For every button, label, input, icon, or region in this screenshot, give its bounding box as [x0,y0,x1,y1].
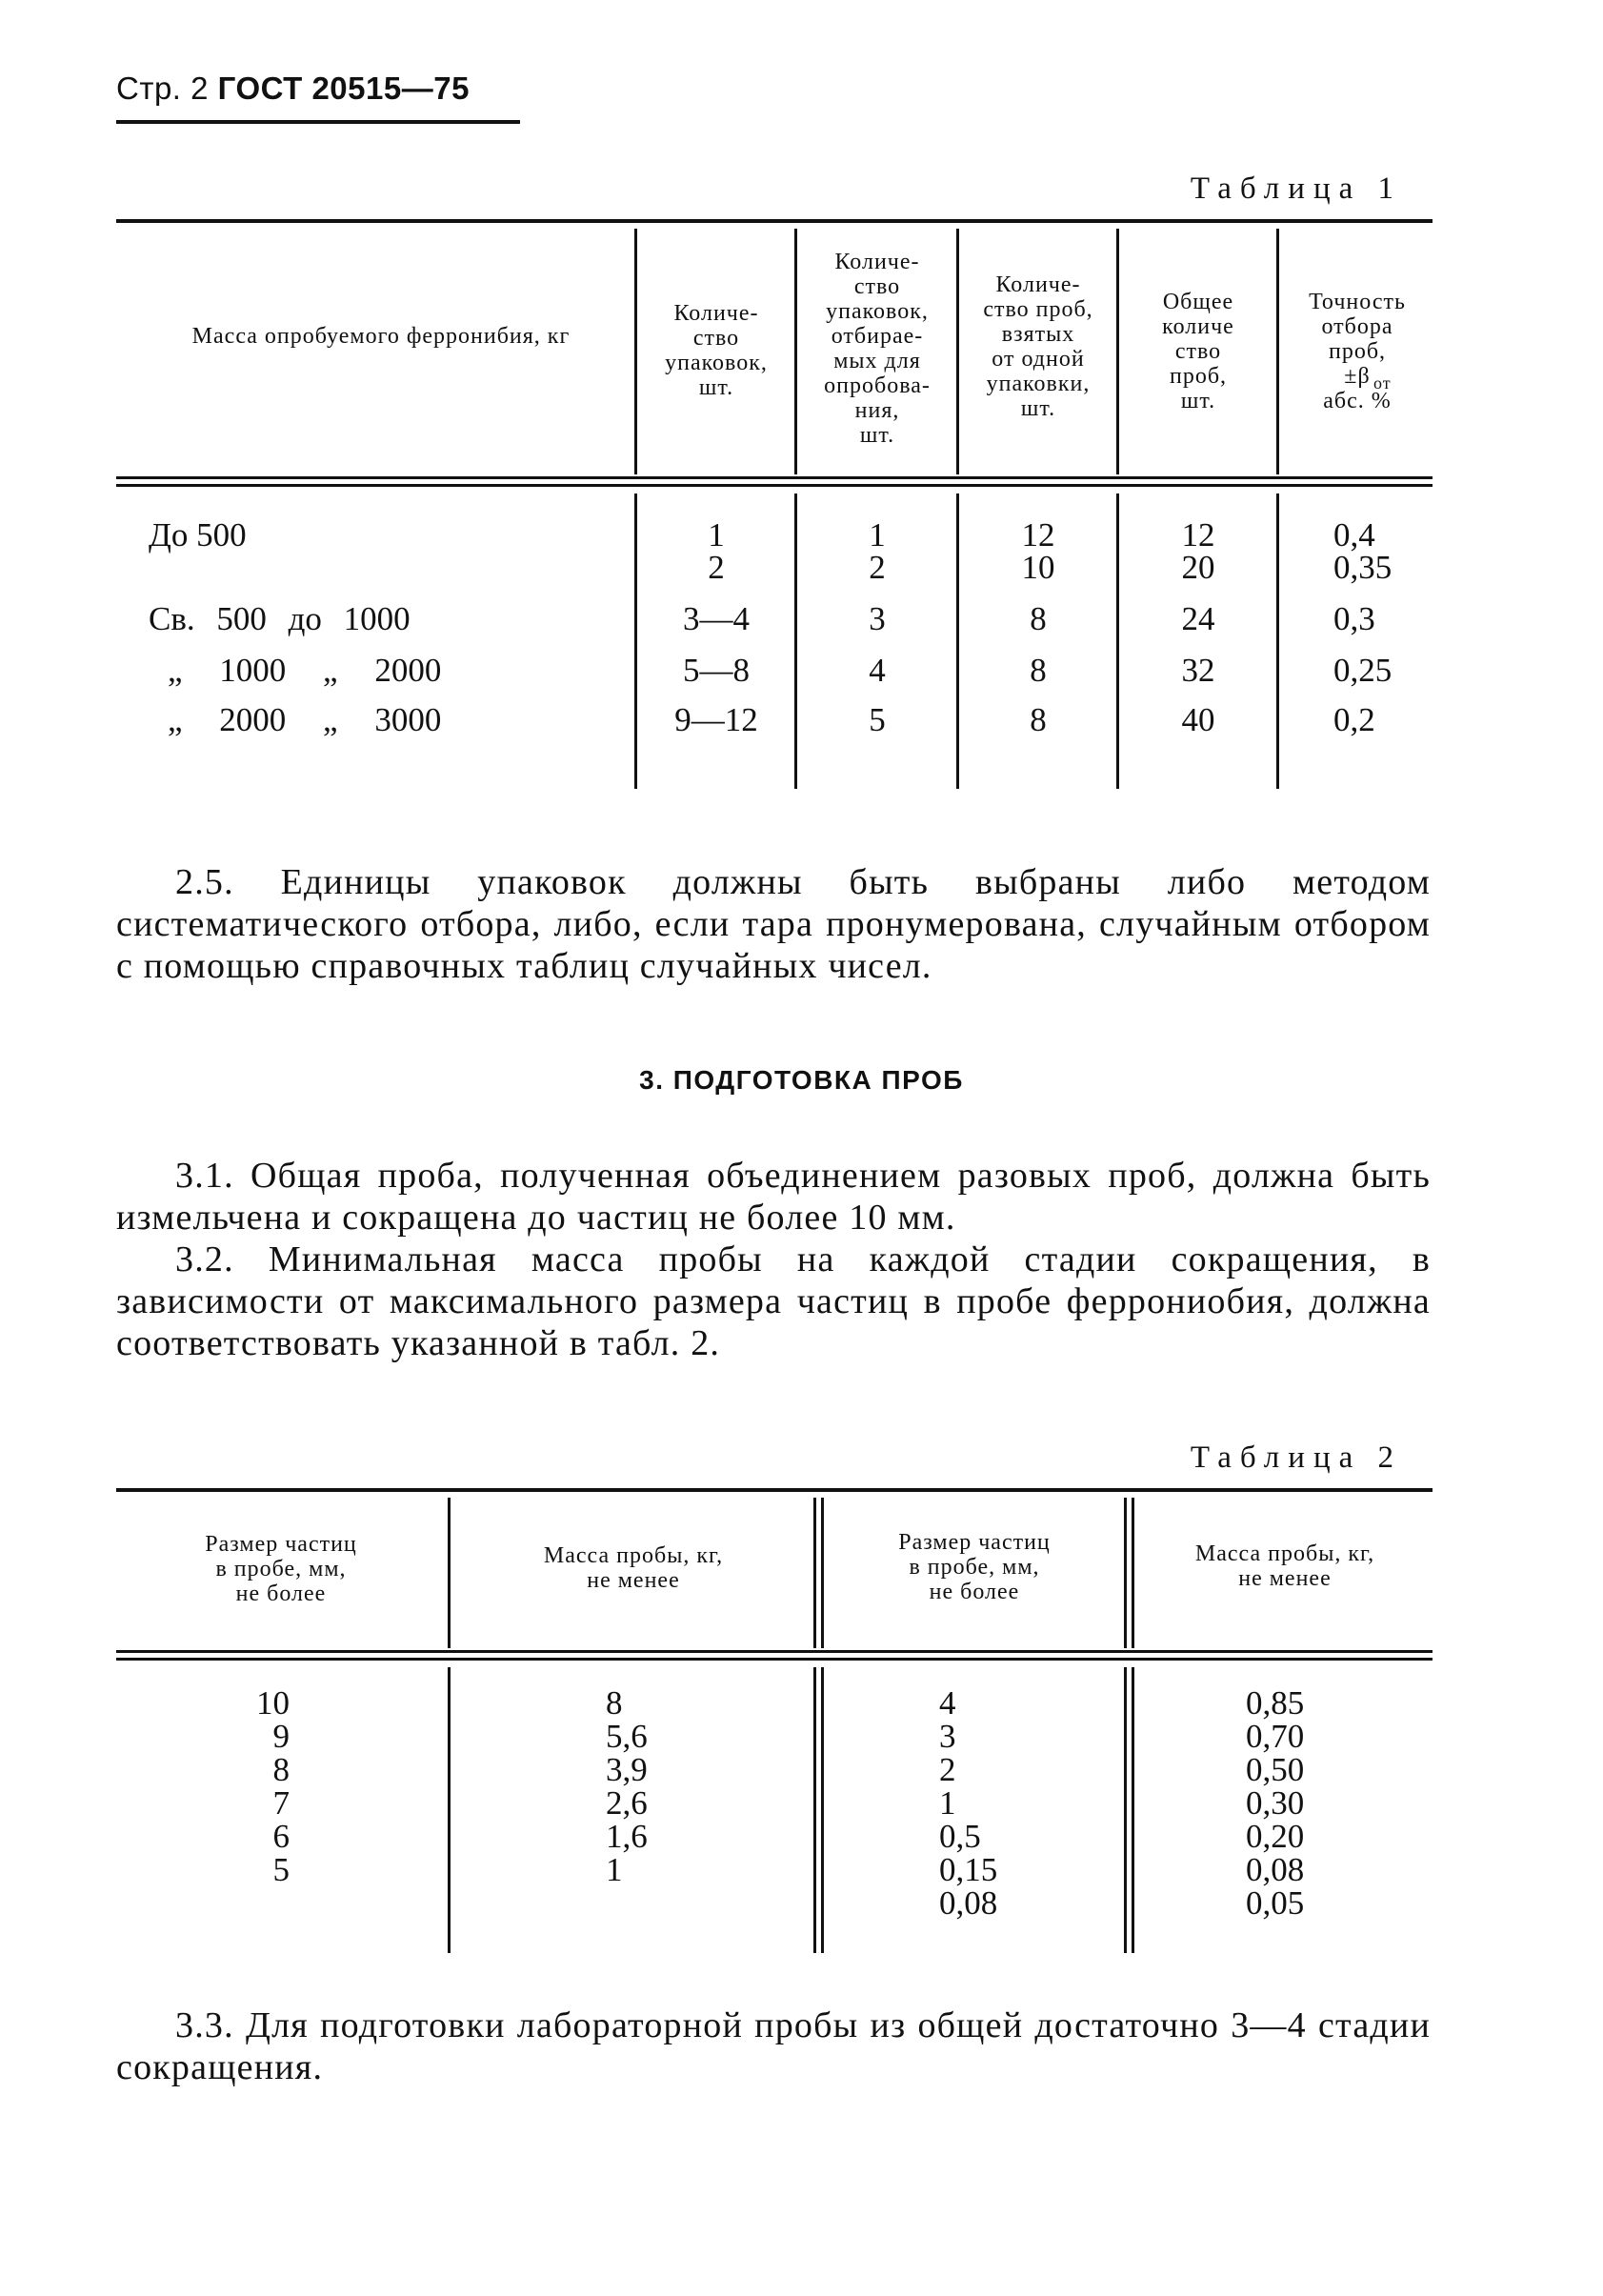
table2-col3-value: 3 [939,1718,956,1755]
table2-col4-value: 0,85 [1246,1684,1305,1722]
table2-col3-value: 0,5 [939,1818,981,1855]
table1-header-packs: Количе- ство упаковок, шт. [665,301,768,400]
table1-vline [1276,229,1279,474]
table2-col4 [1246,1686,1304,1920]
table2-vline [813,1667,816,1953]
standard-number: ГОСТ 20515—75 [217,70,470,106]
table1-header-mass: Масса опробуемого ферронибия, кг [191,324,571,349]
table1-row4-accuracy: 0,25 [1333,652,1393,689]
table2-header-size-2: Размер частиц в пробе, мм, не более [898,1530,1051,1604]
table2-col1-value: 10 [256,1684,290,1722]
table2-col1-value: 9 [272,1718,290,1755]
table2-col4-value: 0,30 [1246,1784,1305,1822]
table1-header-rule-a [116,476,1433,479]
table2-vline [1132,1498,1134,1648]
table1-vline [634,229,637,474]
table1-row3-samples: 8 [1030,600,1047,637]
table2-col4-value: 0,05 [1246,1884,1305,1922]
table1-row3-packs: 3—4 [683,600,750,637]
table2-header-rule-a [116,1650,1433,1653]
table2-col1-value: 8 [272,1751,290,1788]
table1-row2-total: 20 [1181,549,1215,586]
table1-vline [1116,229,1119,474]
table2-col1-value: 7 [272,1784,290,1822]
table1-caption: Таблица 1 [1190,171,1402,206]
table1-vline [956,493,959,789]
table2-col2-value: 1 [606,1851,623,1888]
paragraph-3-3: 3.3. Для подготовки лабораторной пробы из общей достаточно 3—4 стадии сокращения. [116,2005,1431,2087]
running-head [116,70,470,107]
table2-header-mass-2: Масса пробы, кг, не менее [1194,1541,1375,1591]
table1-row1-packs: 1 [708,516,725,554]
table2-col3-value: 0,08 [939,1884,998,1922]
table2-vline [1132,1667,1134,1953]
table2-vline [821,1667,824,1953]
table2-col2-value: 2,6 [606,1784,648,1822]
table1-row1-selected: 1 [869,516,886,554]
table2-vline [448,1498,451,1648]
table1-row1-samples: 12 [1021,516,1055,554]
accuracy-unit: абс. % [1323,389,1392,413]
table2-col2 [606,1686,648,1886]
table1-row4-total: 32 [1181,652,1215,689]
table1-row1-accuracy: 0,4 [1333,516,1375,554]
table1-row5-packs: 9—12 [674,701,758,738]
table1-vline [1276,493,1279,789]
table2-vline [1124,1498,1127,1648]
table1-header-total: Общее количе ство проб, шт. [1162,290,1234,413]
table1-row4-samples: 8 [1030,652,1047,689]
paragraph-3-1: 3.1. Общая проба, полученная объединением разовых проб, должна быть измельчена и сокращена до частиц не более 10 мм. [116,1156,1431,1238]
table2-col3-value: 0,15 [939,1851,998,1888]
table2-col3-value: 4 [939,1684,956,1722]
table1-vline [956,229,959,474]
table2-col4-value: 0,20 [1246,1818,1305,1855]
table1-row5-mass: „ 2000 „ 3000 [168,701,442,738]
table2-col4-value: 0,70 [1246,1718,1305,1755]
paragraph-2-5: 2.5. Единицы упаковок должны быть выбраны либо методом систематического отбора, либо, если тара пронумерована, случайным отбором с помощью справочных таблиц случайных чисел. [116,862,1431,986]
table1-row2-samples: 10 [1021,549,1055,586]
table2-col1-value: 5 [272,1851,290,1888]
table1-vline [794,493,797,789]
table1-row3-total: 24 [1181,600,1215,637]
table2-col2-value: 5,6 [606,1718,648,1755]
table2-caption: Таблица 2 [1190,1440,1402,1475]
table1-row2-selected: 2 [869,549,886,586]
table2-vline [1124,1667,1127,1953]
accuracy-subscript: от [1373,373,1392,393]
table1-header-accuracy [1282,290,1433,413]
accuracy-label: Точность отбора проб, ±β [1309,290,1406,389]
table1-row4-packs: 5—8 [683,652,750,689]
table1-row5-total: 40 [1181,701,1215,738]
table2-col2-value: 8 [606,1684,623,1722]
table2-col3-value: 1 [939,1784,956,1822]
table1-row4-mass: „ 1000 „ 2000 [168,652,442,689]
table1-row2-accuracy: 0,35 [1333,549,1393,586]
table2-col4-value: 0,08 [1246,1851,1305,1888]
table1-top-rule [116,219,1433,223]
table2-vline [448,1667,451,1953]
table1-row3-selected: 3 [869,600,886,637]
table2-col1-value: 6 [272,1818,290,1855]
section-3-title: 3. ПОДГОТОВКА ПРОБ [639,1065,964,1095]
table1-row1-mass: До 500 [149,516,247,554]
table1-row5-accuracy: 0,2 [1333,701,1375,738]
table1-vline [794,229,797,474]
table2-header-size-1: Размер частиц в пробе, мм, не более [205,1532,357,1606]
table1-row1-total: 12 [1181,516,1215,554]
table2-header-rule-b [116,1658,1433,1661]
table2-col2-value: 3,9 [606,1751,648,1788]
table1-header-selected: Количе- ство упаковок, отбирае- мых для опробова- ния, шт. [824,250,931,448]
table1-row2-packs: 2 [708,549,725,586]
table2-col2-value: 1,6 [606,1818,648,1855]
table2-header-mass-1: Масса пробы, кг, не менее [543,1543,724,1593]
table2-col4-value: 0,50 [1246,1751,1305,1788]
page-label: Стр. 2 [116,70,209,106]
table2-col3 [939,1686,997,1920]
table2-vline [813,1498,816,1648]
table1-row4-selected: 4 [869,652,886,689]
paragraph-3-2: 3.2. Минимальная масса пробы на каждой стадии сокращения, в зависимости от максимального размера частиц в пробе феррониобия, должна соответствовать указанной в табл. 2. [116,1239,1431,1363]
table1-header-rule-b [116,484,1433,487]
table1-row5-selected: 5 [869,701,886,738]
table2-col1 [244,1686,290,1886]
table1-row3-mass: Св. 500 до 1000 [149,600,411,637]
table1-vline [634,493,637,789]
table1-row3-accuracy: 0,3 [1333,600,1375,637]
table1-row5-samples: 8 [1030,701,1047,738]
table2-col3-value: 2 [939,1751,956,1788]
header-rule [116,120,520,124]
table2-top-rule [116,1488,1433,1492]
table2-vline [821,1498,824,1648]
table1-vline [1116,493,1119,789]
table1-header-samples: Количе- ство проб, взятых от одной упаковки, шт. [983,272,1093,421]
